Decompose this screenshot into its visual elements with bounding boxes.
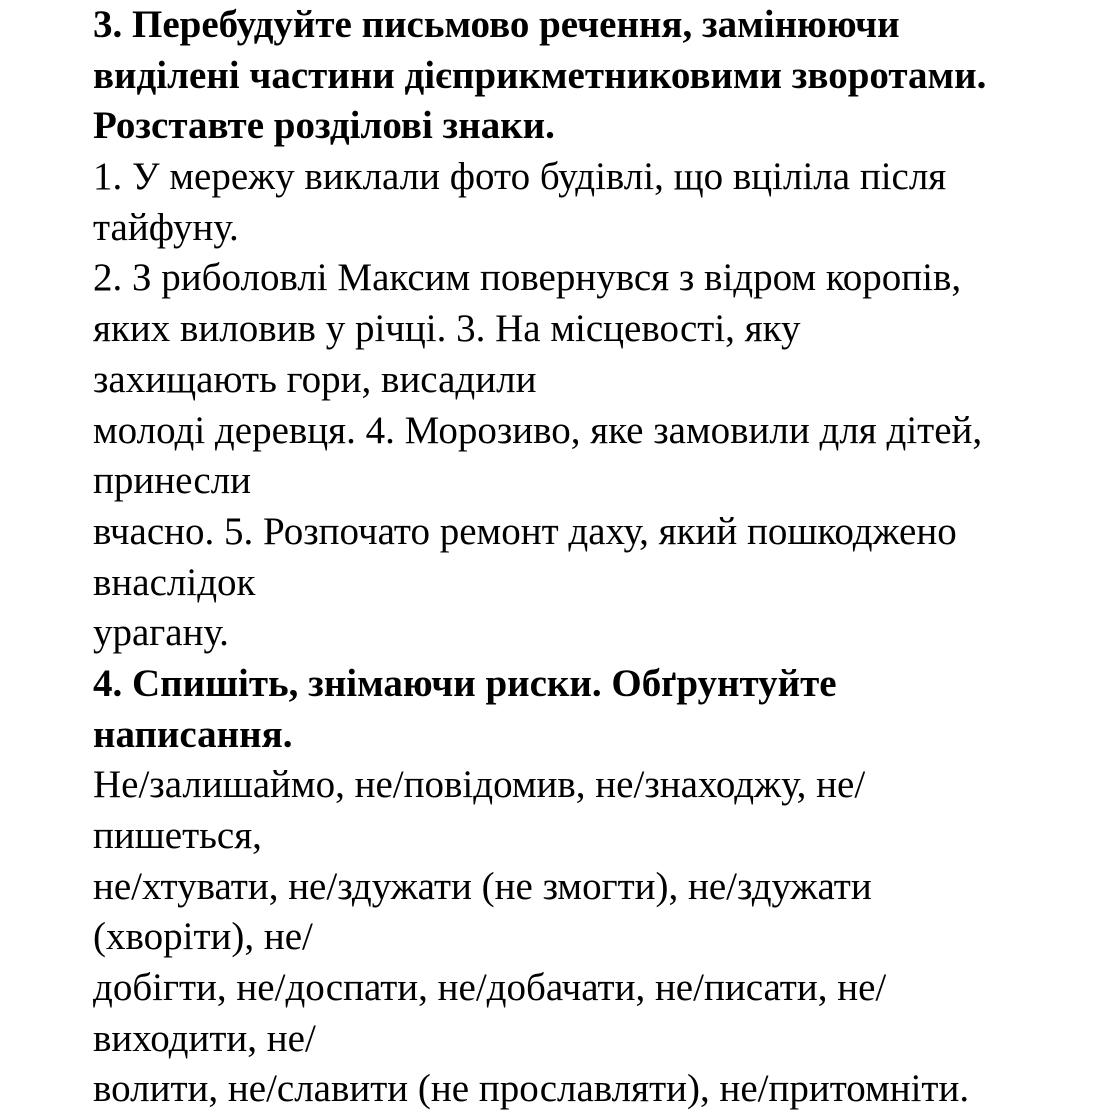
exercise-4-heading-line: 4. Спишіть, знімаючи риски. Обґрунтуйте (93, 661, 837, 705)
exercise-3-heading-line: виділені частини дієприкметниковими зворотами. (93, 53, 987, 97)
document (93, 0, 986, 1115)
exercise-3-text-line: 1. У мережу виклали фото будівлі, що вціліла після (93, 155, 947, 199)
exercise-4-text-line: виходити, не/ (93, 1016, 316, 1060)
exercise-4-text-line: пишеться, (93, 814, 262, 857)
exercise-3-text-line: яких виловив у річці. 3. На місцевості, яку (93, 307, 801, 351)
exercise-4-heading-line: написання. (93, 712, 293, 756)
exercise-3-text-line: 2. З риболовлі Максим повернувся з відром коропів, (93, 256, 962, 300)
exercise-4-text-line: Не/залишаймо, не/повідомив, не/знаходжу, не/ (93, 763, 866, 807)
exercise-3-text-line: тайфуну. (93, 205, 239, 249)
exercise-3 (93, 0, 986, 659)
exercise-4-text-line: (хворіти), не/ (93, 915, 313, 959)
exercise-3-text-line: внаслідок (93, 560, 256, 604)
exercise-3-text-line: принесли (93, 459, 252, 503)
exercise-3-heading-line: Розставте розділові знаки. (93, 104, 555, 148)
exercise-3-text-line: вчасно. 5. Розпочато ремонт даху, який пошкоджено (93, 509, 957, 553)
exercise-4-text-line: не/хтувати, не/здужати (не змогти), не/здужати (93, 864, 872, 908)
exercise-4 (93, 659, 986, 1115)
exercise-3-heading-line: 3. Перебудуйте письмово речення, замінюючи (93, 3, 900, 46)
exercise-3-text-line: урагану. (93, 611, 229, 655)
exercise-3-text-line: захищають гори, висадили (93, 357, 537, 401)
exercise-4-text-line: добігти, не/доспати, не/добачати, не/писати, не/ (93, 966, 887, 1010)
exercise-4-text-line: волити, не/славити (не прославляти), не/притомніти. (93, 1067, 970, 1111)
exercise-3-text-line: молоді деревця. 4. Морозиво, яке замовили для дітей, (93, 408, 983, 452)
